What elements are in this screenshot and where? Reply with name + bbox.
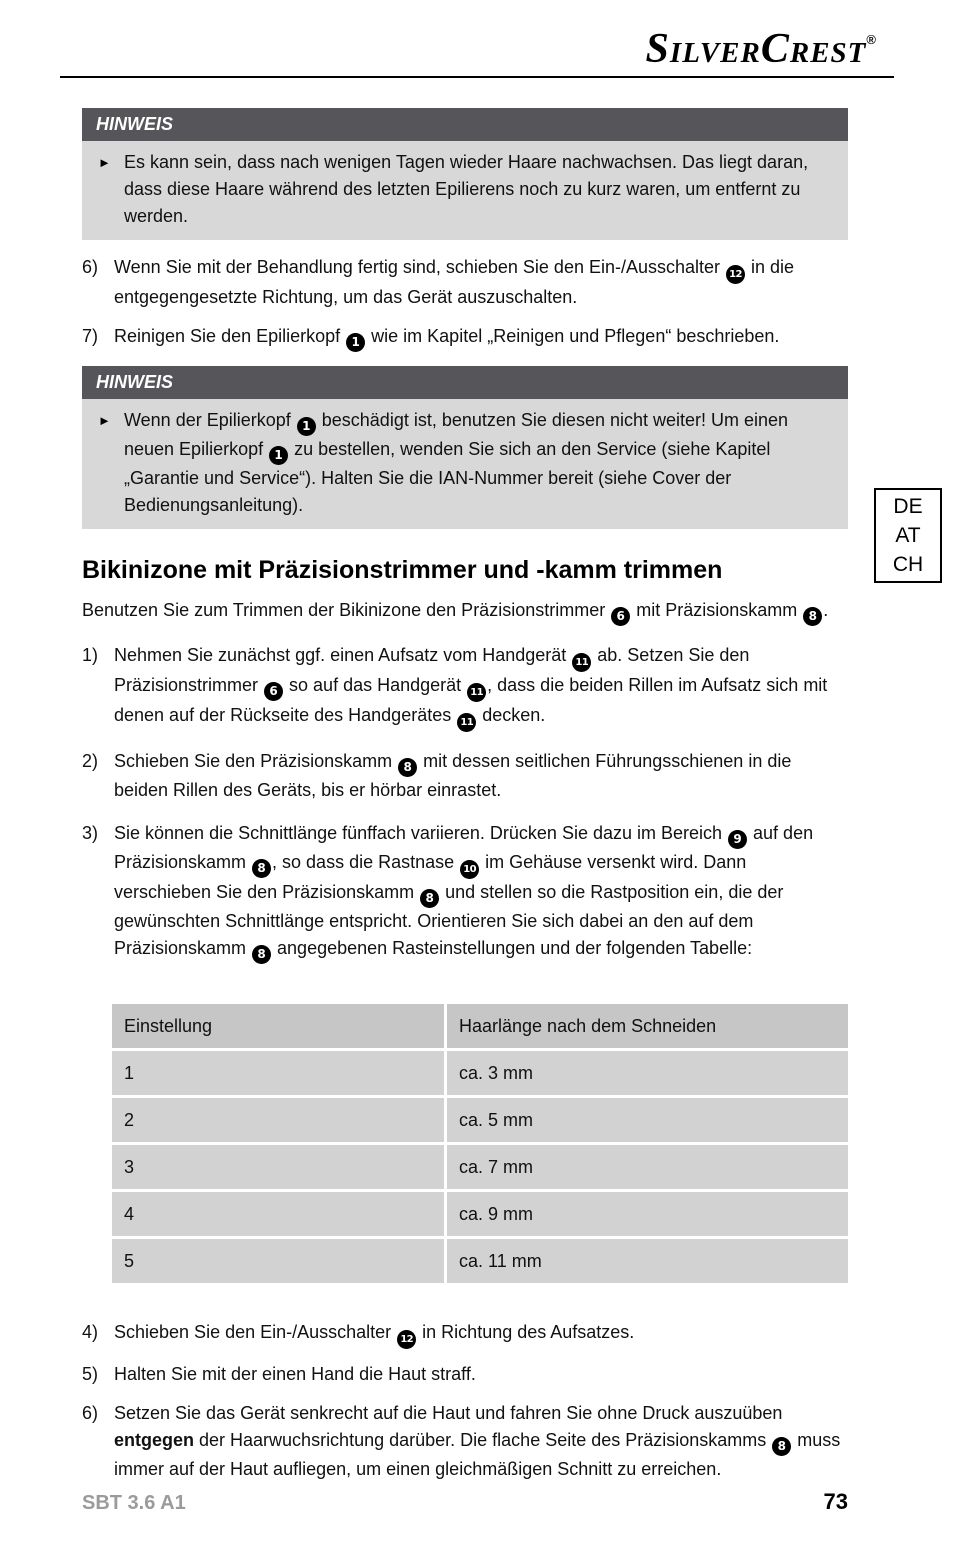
part-ref-badge-9: 9 xyxy=(728,830,747,849)
part-ref-badge-11: 11 xyxy=(457,713,476,732)
step-text: Reinigen Sie den Epilierkopf 1 wie im Kapitel „Reinigen und Pflegen“ beschrieben. xyxy=(114,323,848,352)
notice-box-2 xyxy=(82,366,848,529)
step-text: Wenn Sie mit der Behandlung fertig sind, schieben Sie den Ein-/Ausschalter 12 in die entgegengesetzte Richtung, um das Gerät auszuschalten. xyxy=(114,257,795,307)
table-row xyxy=(112,1145,848,1189)
bullet-arrow-icon: ► xyxy=(98,155,111,170)
notice-2-body xyxy=(82,399,848,529)
table-cell-length: ca. 7 mm xyxy=(447,1145,848,1189)
part-ref-badge-8: 8 xyxy=(420,889,439,908)
notice-box-1 xyxy=(82,108,848,240)
part-ref-badge-8: 8 xyxy=(252,859,271,878)
notice-2-text: Wenn der Epilierkopf 1 beschädigt ist, benutzen Sie diesen nicht weiter! Um einen neuen Epilierkopf 1 zu bestellen, wenden Sie sich an den Service (siehe Kapitel „Garantie und Service“). Halten Sie die IAN-Nummer bereit (siehe Cover der Bedienungsanleitung). xyxy=(124,410,789,515)
column-header-haarlaenge: Haarlänge nach dem Schneiden xyxy=(447,1004,848,1048)
step-number: 1) xyxy=(82,645,99,665)
model-number: SBT 3.6 A1 xyxy=(82,1492,186,1514)
step-number: 6) xyxy=(82,1403,99,1423)
step-3 xyxy=(82,820,848,964)
part-ref-badge-8: 8 xyxy=(803,607,822,626)
step-text: Halten Sie mit der einen Hand die Haut straff. xyxy=(114,1364,476,1384)
section-intro: Benutzen Sie zum Trimmen der Bikinizone den Präzisionstrimmer 6 mit Präzisionskamm 8 . xyxy=(82,597,848,626)
step-number: 4) xyxy=(82,1322,99,1342)
step-4 xyxy=(82,1319,848,1349)
page-number: 73 xyxy=(823,1489,848,1514)
step-7-top xyxy=(82,323,848,352)
step-2 xyxy=(82,748,848,804)
part-ref-badge-8: 8 xyxy=(772,1437,791,1456)
brand-logo xyxy=(645,26,876,72)
table-cell-length: ca. 5 mm xyxy=(447,1098,848,1142)
table-cell-length: ca. 3 mm xyxy=(447,1051,848,1095)
notice-1-item xyxy=(98,149,832,230)
table-cell-setting: 5 xyxy=(112,1239,444,1283)
part-ref-badge-8: 8 xyxy=(252,945,271,964)
notice-2-title: HINWEIS xyxy=(82,366,848,399)
step-text: Schieben Sie den Präzisionskamm 8 mit dessen seitlichen Führungsschienen in die beiden Rillen des Geräts, bis er hörbar einrastet. xyxy=(114,751,792,800)
table-row xyxy=(112,1239,848,1283)
part-ref-badge-8: 8 xyxy=(398,758,417,777)
region-label-de: DE xyxy=(893,495,923,518)
brand-trademark-icon: ® xyxy=(866,32,876,47)
page-footer xyxy=(82,1488,848,1517)
table-row xyxy=(112,1192,848,1236)
step-1 xyxy=(82,642,848,732)
part-ref-badge-6: 6 xyxy=(611,607,630,626)
region-tab xyxy=(874,488,942,583)
table-row xyxy=(112,1051,848,1095)
step-number: 3) xyxy=(82,823,99,843)
section-heading: Bikinizone mit Präzisionstrimmer und -kamm trimmen xyxy=(82,556,723,584)
part-ref-badge-1: 1 xyxy=(346,333,365,352)
table-row xyxy=(112,1098,848,1142)
table-cell-length: ca. 9 mm xyxy=(447,1192,848,1236)
notice-1-text: Es kann sein, dass nach wenigen Tagen wieder Haare nachwachsen. Das liegt daran, dass diese Haare während des letzten Epilierens noch zu kurz waren, um entfernt zu werden. xyxy=(124,152,809,226)
step-text: Setzen Sie das Gerät senkrecht auf die Haut und fahren Sie ohne Druck auszuüben entgegen der Haarwuchsrichtung darüber. Die flache Seite des Präzisionskamms 8 muss immer auf der Haut aufliegen, um einen gleichmäßigen Schnitt zu erreichen. xyxy=(114,1403,841,1479)
brand-logo-text: SilverCrest xyxy=(645,26,867,72)
part-ref-badge-11: 11 xyxy=(467,683,486,702)
step-6-top xyxy=(82,254,848,311)
step-number: 7) xyxy=(82,326,99,346)
part-ref-badge-6: 6 xyxy=(264,682,283,701)
step-number: 5) xyxy=(82,1364,99,1384)
step-text: Nehmen Sie zunächst ggf. einen Aufsatz vom Handgerät 11 ab. Setzen Sie den Präzisionstrimmer 6 so auf das Handgerät 11 , dass die beiden Rillen im Aufsatz sich mit denen auf der Rückseite des Handgerätes 11 decken. xyxy=(114,642,848,732)
step-text: Schieben Sie den Ein-/Ausschalter 12 in Richtung des Aufsatzes. xyxy=(114,1319,848,1349)
step-number: 6) xyxy=(82,257,99,277)
region-label-ch: CH xyxy=(892,553,924,576)
table-cell-setting: 2 xyxy=(112,1098,444,1142)
region-label-at: AT xyxy=(895,524,921,547)
table-cell-setting: 4 xyxy=(112,1192,444,1236)
part-ref-badge-12: 12 xyxy=(726,265,745,284)
step-number: 2) xyxy=(82,751,99,771)
notice-2-item xyxy=(98,407,832,519)
header-divider xyxy=(60,76,894,78)
column-header-einstellung: Einstellung xyxy=(112,1004,444,1048)
part-ref-badge-10: 10 xyxy=(460,860,479,879)
table-cell-setting: 3 xyxy=(112,1145,444,1189)
step-6-bottom xyxy=(82,1400,848,1483)
content-column xyxy=(82,108,848,1483)
page-header xyxy=(0,0,954,76)
part-ref-badge-1: 1 xyxy=(297,417,316,436)
part-ref-badge-11: 11 xyxy=(572,653,591,672)
table-cell-setting: 1 xyxy=(112,1051,444,1095)
table-cell-length: ca. 11 mm xyxy=(447,1239,848,1283)
step-5 xyxy=(82,1361,848,1388)
cutting-length-table xyxy=(112,1004,848,1283)
bullet-arrow-icon: ► xyxy=(98,413,111,428)
table-header-row xyxy=(112,1004,848,1048)
step-text: Sie können die Schnittlänge fünffach variieren. Drücken Sie dazu im Bereich 9 auf den Präzisionskamm 8 , so dass die Rastnase 10 im Gehäuse versenkt wird. Dann verschieben Sie den Präzisionskamm 8 und stellen so die Rastposition ein, die der gewünschten Schnittlänge entspricht. Orientieren Sie sich dabei an den auf dem Präzisionskamm 8 angegebenen Rasteinstellungen und der folgenden Tabelle: xyxy=(114,820,848,964)
notice-1-body xyxy=(82,141,848,240)
part-ref-badge-12: 12 xyxy=(397,1330,416,1349)
part-ref-badge-1: 1 xyxy=(269,446,288,465)
bold-text: entgegen xyxy=(114,1430,195,1450)
notice-1-title: HINWEIS xyxy=(82,108,848,141)
